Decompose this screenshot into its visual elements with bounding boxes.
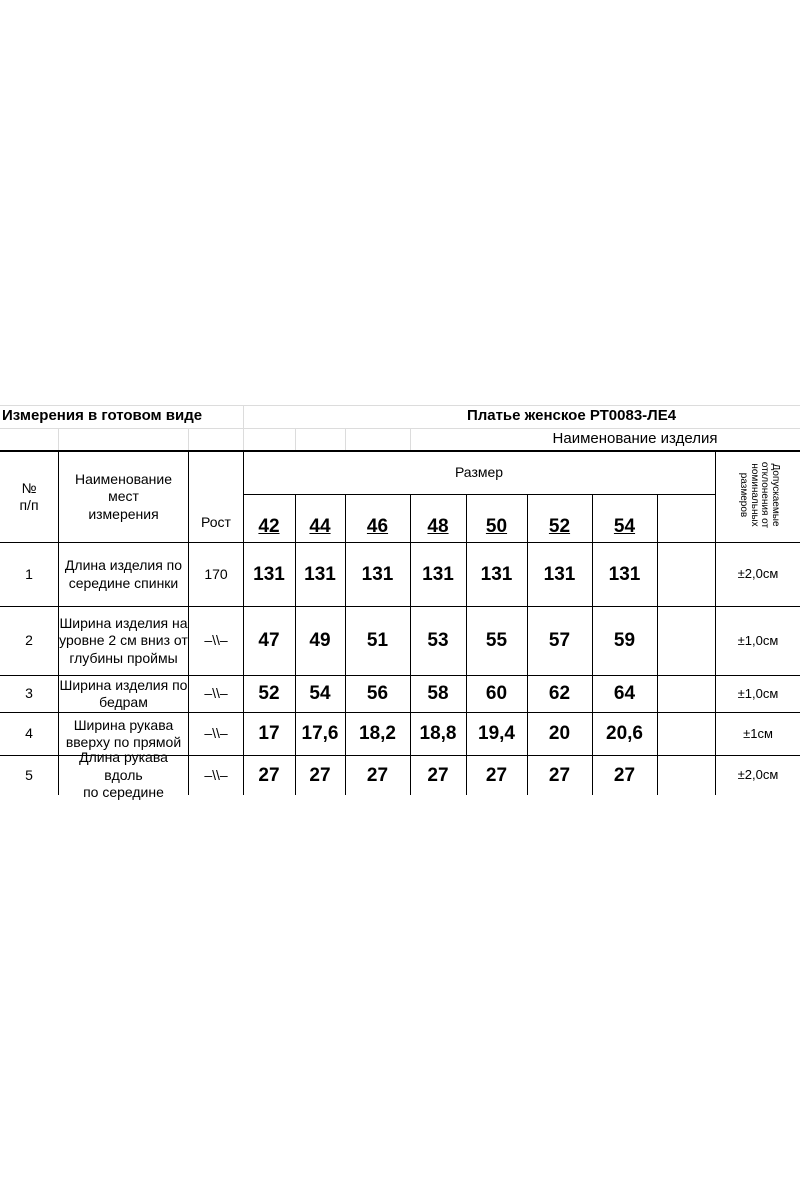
gridline bbox=[295, 428, 296, 450]
table-border bbox=[243, 494, 715, 495]
row-name: Длина изделия по середине спинки bbox=[64, 557, 183, 591]
row-value: 131 bbox=[361, 563, 394, 585]
row-number: 1 bbox=[25, 565, 33, 582]
product-title: Платье женское РТ0083-ЛЕ4 bbox=[466, 407, 677, 425]
row-value: 54 bbox=[309, 683, 331, 705]
size-header-44: 44 bbox=[309, 516, 331, 538]
row-value: 47 bbox=[258, 630, 280, 652]
row-value: 131 bbox=[253, 563, 285, 585]
row-value: 59 bbox=[613, 630, 636, 652]
row-value: 20 bbox=[548, 723, 571, 745]
column-header-tolerance: Допускаемые отклонения от номинальных размеров bbox=[738, 461, 781, 529]
row-value: 20,6 bbox=[606, 723, 643, 745]
row-value: 52 bbox=[258, 683, 280, 705]
row-number: 4 bbox=[25, 725, 33, 742]
row-value: 62 bbox=[548, 683, 571, 705]
row-number: 3 bbox=[25, 685, 33, 702]
row-tolerance: ±2,0см bbox=[737, 566, 779, 582]
row-value: 17,6 bbox=[301, 723, 339, 745]
column-header-size-group: Размер bbox=[454, 464, 504, 481]
size-header-46: 46 bbox=[366, 516, 389, 538]
column-header-height: Рост bbox=[201, 514, 231, 531]
row-value: 131 bbox=[304, 563, 336, 585]
row-value: 27 bbox=[258, 764, 280, 786]
row-value: 60 bbox=[485, 683, 508, 705]
row-value: 55 bbox=[485, 630, 508, 652]
measurements-title: Измерения в готовом виде bbox=[2, 407, 203, 425]
row-value: 131 bbox=[543, 563, 576, 585]
measurement-table bbox=[0, 403, 800, 801]
row-height: –\\– bbox=[204, 685, 228, 702]
gridline bbox=[410, 428, 411, 450]
row-value: 27 bbox=[366, 764, 389, 786]
row-value: 18,2 bbox=[359, 723, 396, 745]
row-value: 17 bbox=[258, 723, 280, 745]
row-value: 49 bbox=[309, 630, 331, 652]
row-value: 131 bbox=[480, 563, 513, 585]
row-tolerance: ±1,0см bbox=[737, 685, 779, 701]
table-border bbox=[657, 494, 658, 795]
row-tolerance: ±1,0см bbox=[737, 632, 779, 648]
row-value: 27 bbox=[309, 764, 331, 786]
row-name: Ширина изделия по бедрам bbox=[59, 676, 188, 710]
row-number: 2 bbox=[25, 632, 33, 649]
row-height: –\\– bbox=[204, 766, 228, 783]
size-header-54: 54 bbox=[613, 516, 636, 538]
row-number: 5 bbox=[25, 766, 33, 783]
row-name: Длина рукава вдоль по середине bbox=[79, 749, 168, 801]
size-header-50: 50 bbox=[485, 516, 508, 538]
row-value: 56 bbox=[366, 683, 389, 705]
column-header-number: № п/п bbox=[19, 479, 39, 513]
row-value: 27 bbox=[548, 764, 571, 786]
row-value: 27 bbox=[427, 764, 449, 786]
row-height: –\\– bbox=[204, 632, 228, 649]
row-value: 53 bbox=[427, 630, 449, 652]
size-header-48: 48 bbox=[427, 516, 449, 538]
row-height: 170 bbox=[204, 565, 228, 582]
row-value: 18,8 bbox=[419, 723, 457, 745]
size-header-52: 52 bbox=[548, 516, 571, 538]
row-tolerance: ±1см bbox=[743, 725, 773, 741]
column-header-name: Наименование мест измерения bbox=[74, 470, 173, 522]
row-value: 27 bbox=[613, 764, 636, 786]
row-value: 51 bbox=[366, 630, 389, 652]
gridline bbox=[345, 428, 346, 450]
row-height: –\\– bbox=[204, 725, 228, 742]
row-value: 27 bbox=[485, 764, 508, 786]
row-value: 58 bbox=[427, 683, 449, 705]
row-tolerance: ±2,0см bbox=[737, 767, 779, 783]
row-value: 131 bbox=[422, 563, 454, 585]
row-value: 19,4 bbox=[478, 723, 515, 745]
row-name: Ширина изделия на уровне 2 см вниз от глубины проймы bbox=[59, 614, 188, 666]
row-value: 57 bbox=[548, 630, 571, 652]
product-caption: Наименование изделия bbox=[552, 429, 718, 447]
gridline bbox=[188, 428, 189, 450]
row-value: 131 bbox=[608, 563, 641, 585]
gridline bbox=[58, 428, 59, 450]
row-value: 64 bbox=[613, 683, 636, 705]
size-header-42: 42 bbox=[258, 516, 280, 538]
row-name: Ширина рукава вверху по прямой bbox=[65, 716, 182, 750]
